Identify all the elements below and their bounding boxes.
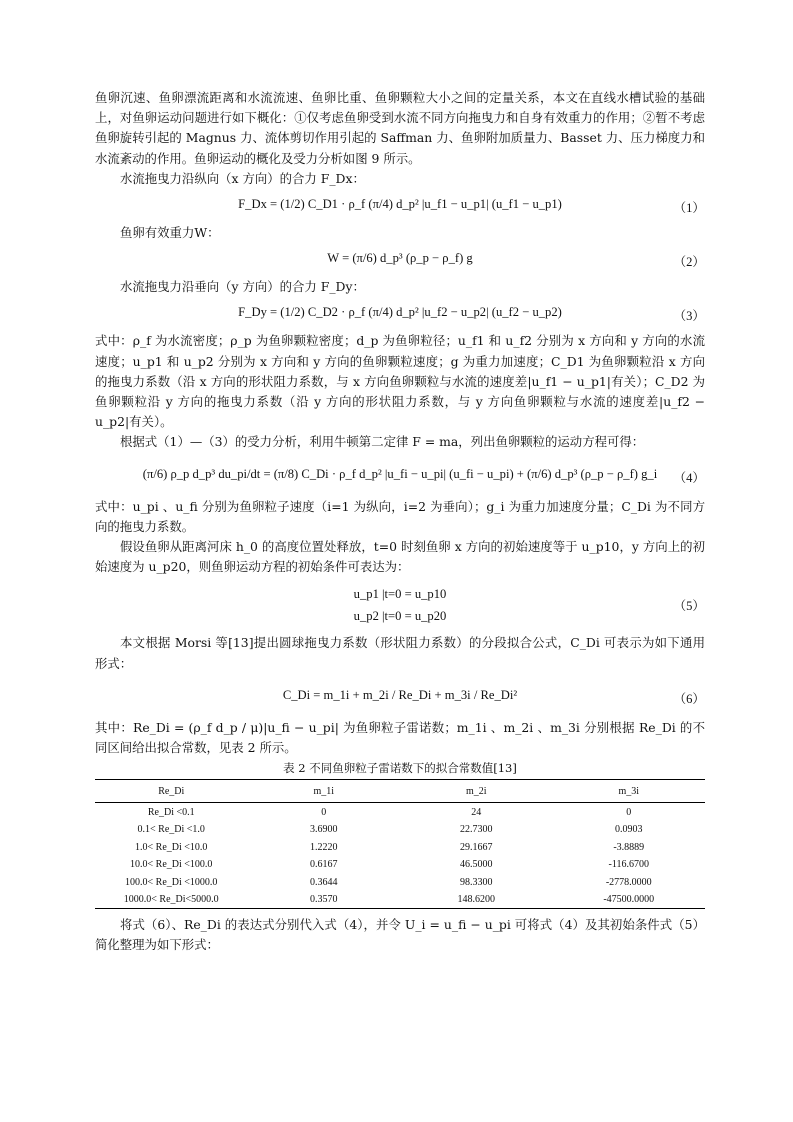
paragraph-substitution: 将式（6）、Re_Di 的表达式分别代入式（4），并令 U_i = u_fi − u_pi 可将式（4）及其初始条件式（5）简化整理为如下形式： [95, 917, 705, 953]
paragraph-morsi: 本文根据 Morsi 等[13]提出圆球拖曳力系数（形状阻力系数）的分段拟合公式，C_Di 可表示为如下通用形式： [95, 635, 705, 671]
table-header-cell: Re_Di [158, 785, 185, 797]
paragraph-symbols: 式中：ρ_f 为水流密度；ρ_p 为鱼卵颗粒密度；d_p 为鱼卵粒径；u_f1 和 u_f2 分别为 x 方向和 y 方向的水流速度；u_p1 和 u_p2 分别为 x 方向和 y 方向的鱼卵颗粒速度；g 为重力加速度；C_D1 为鱼卵颗粒沿 x 方向的拖曳力系数（沿 x 方向的形状阻力系数，与 x 方向鱼卵颗粒与水流的速度差|u_f1 − u_p1|有关）；C_D2 为鱼卵颗粒沿 y 方向的拖曳力系数（沿 y 方向的形状阻力系数，与 y 方向鱼卵颗粒与水流的速度差|u_f2 − u_p2|有关）。 [95, 333, 705, 430]
table-cell: -3.8889 [613, 841, 645, 853]
equation-6 [95, 674, 705, 718]
equation-3 [95, 297, 705, 331]
table-cell: 1000.0< Re_Di<5000.0 [123, 894, 219, 906]
equation-5 [95, 577, 705, 633]
paper-page [95, 88, 705, 956]
paragraph-initial: 假设鱼卵从距离河床 h_0 的高度位置处释放，t=0 时刻鱼卵 x 方向的初始速度等于 u_p10，y 方向上的初始速度为 u_p20，则鱼卵运动方程的初始条件可表达为： [95, 539, 705, 575]
table-header-row [95, 780, 705, 803]
table-cell: 0.1< Re_Di <1.0 [137, 824, 205, 836]
paragraph-newton: 根据式（1）—（3）的受力分析，利用牛顿第二定律 F = ma，列出鱼卵颗粒的运动方程可得： [120, 434, 645, 450]
equation-1-number: （1） [673, 201, 705, 216]
table-cell: 22.7300 [460, 824, 493, 836]
paragraph-weight-intro: 鱼卵有效重力W： [120, 225, 220, 241]
table-row [95, 873, 705, 891]
table-row [95, 838, 705, 856]
equation-2-number: （2） [673, 255, 705, 270]
table-row [95, 891, 705, 909]
table-cell: 29.1667 [460, 841, 493, 853]
table-cell: 98.3300 [460, 876, 493, 888]
table-cell: 0.3570 [310, 894, 338, 906]
equation-5-body [95, 583, 705, 627]
table-cell: -47500.0000 [603, 894, 655, 906]
equation-1 [95, 189, 705, 223]
equation-6-number: （6） [673, 691, 705, 706]
table-cell: Re_Di <0.1 [147, 806, 195, 818]
fit-constants-table [95, 779, 705, 909]
paragraph-fdy-intro: 水流拖曳力沿垂向（y 方向）的合力 F_Dy： [120, 279, 365, 295]
table-cell: -2778.0000 [605, 876, 652, 888]
table-header-cell: m_3i [618, 785, 640, 797]
table-cell: 0.0903 [615, 824, 643, 836]
table-row [95, 821, 705, 839]
table-cell: 148.6200 [457, 894, 495, 906]
table-row [95, 856, 705, 874]
table-cell: 1.2220 [310, 841, 338, 853]
paragraph-intro: 鱼卵沉速、鱼卵漂流距离和水流流速、鱼卵比重、鱼卵颗粒大小之间的定量关系，本文在直线水槽试验的基础上，对鱼卵运动问题进行如下概化：①仅考虑鱼卵受到水流不同方向拖曳力和自身有效重力的作用；②暂不考虑鱼卵旋转引起的 Magnus 力、流体剪切作用引起的 Saffman 力、鱼卵附加质量力、Basset 力、压力梯度力和水流紊动的作用。鱼卵运动的概化及受力分析如图 9 所示。 [95, 90, 705, 166]
equation-2 [95, 243, 705, 277]
paragraph-eq4-symbols: 式中：u_pi 、u_fi 分别为鱼卵粒子速度（i=1 为纵向，i=2 为垂向）；g_i 为重力加速度分量；C_Di 为不同方向的拖曳力系数。 [95, 498, 705, 534]
equation-5-line-2: u_p2 |t=0 = u_p20 [353, 609, 447, 624]
table-cell: 24 [471, 806, 482, 818]
table-caption: 表 2 不同鱼卵粒子雷诺数下的拟合常数值[13] [283, 761, 517, 776]
paragraph-fdx-intro: 水流拖曳力沿纵向（x 方向）的合力 F_Dx： [120, 170, 365, 186]
equation-3-number: （3） [673, 309, 705, 324]
table-header-cell: m_2i [465, 785, 487, 797]
equation-6-body: C_Di = m_1i + m_2i / Re_Di + m_3i / Re_Di² [282, 687, 518, 702]
table-cell: 100.0< Re_Di <1000.0 [125, 876, 218, 888]
table-cell: 0 [321, 806, 327, 818]
table-cell: 0 [626, 806, 632, 818]
table-cell: 0.3644 [310, 876, 338, 888]
equation-4-number: （4） [673, 470, 705, 485]
table-cell: 0.6167 [310, 859, 338, 871]
equation-3-body: F_Dy = (1/2) C_D2 · ρ_f (π/4) d_p² |u_f2 − u_p2| (u_f2 − u_p2) [238, 305, 562, 320]
equation-1-body: F_Dx = (1/2) C_D1 · ρ_f (π/4) d_p² |u_f1 − u_p1| (u_f1 − u_p1) [238, 197, 562, 212]
table-cell: 1.0< Re_Di <10.0 [135, 841, 208, 853]
equation-2-body: W = (π/6) d_p³ (ρ_p − ρ_f) g [327, 251, 473, 266]
equation-4 [95, 453, 705, 497]
table-cell: 3.6900 [310, 824, 338, 836]
table-header-cell: m_1i [313, 785, 335, 797]
table-cell: 10.0< Re_Di <100.0 [130, 859, 213, 871]
table-cell: -116.6700 [608, 859, 649, 871]
paragraph-reynolds: 其中：Re_Di = (ρ_f d_p / μ)|u_fi − u_pi| 为鱼卵粒子雷诺数；m_1i 、m_2i 、m_3i 分别根据 Re_Di 的不同区间给出拟合常数，见表 2 所示。 [95, 719, 705, 756]
table-cell: 46.5000 [460, 859, 493, 871]
equation-5-line-1: u_p1 |t=0 = u_p10 [353, 587, 447, 602]
equation-4-body: (π/6) ρ_p d_p³ du_pi/dt = (π/8) C_Di · ρ_f d_p² |u_fi − u_pi| (u_fi − u_pi) + (π/6) d_p³ (ρ_p − ρ_f) g_i [142, 466, 658, 481]
table-row [95, 803, 705, 821]
equation-5-number: （5） [673, 599, 705, 614]
